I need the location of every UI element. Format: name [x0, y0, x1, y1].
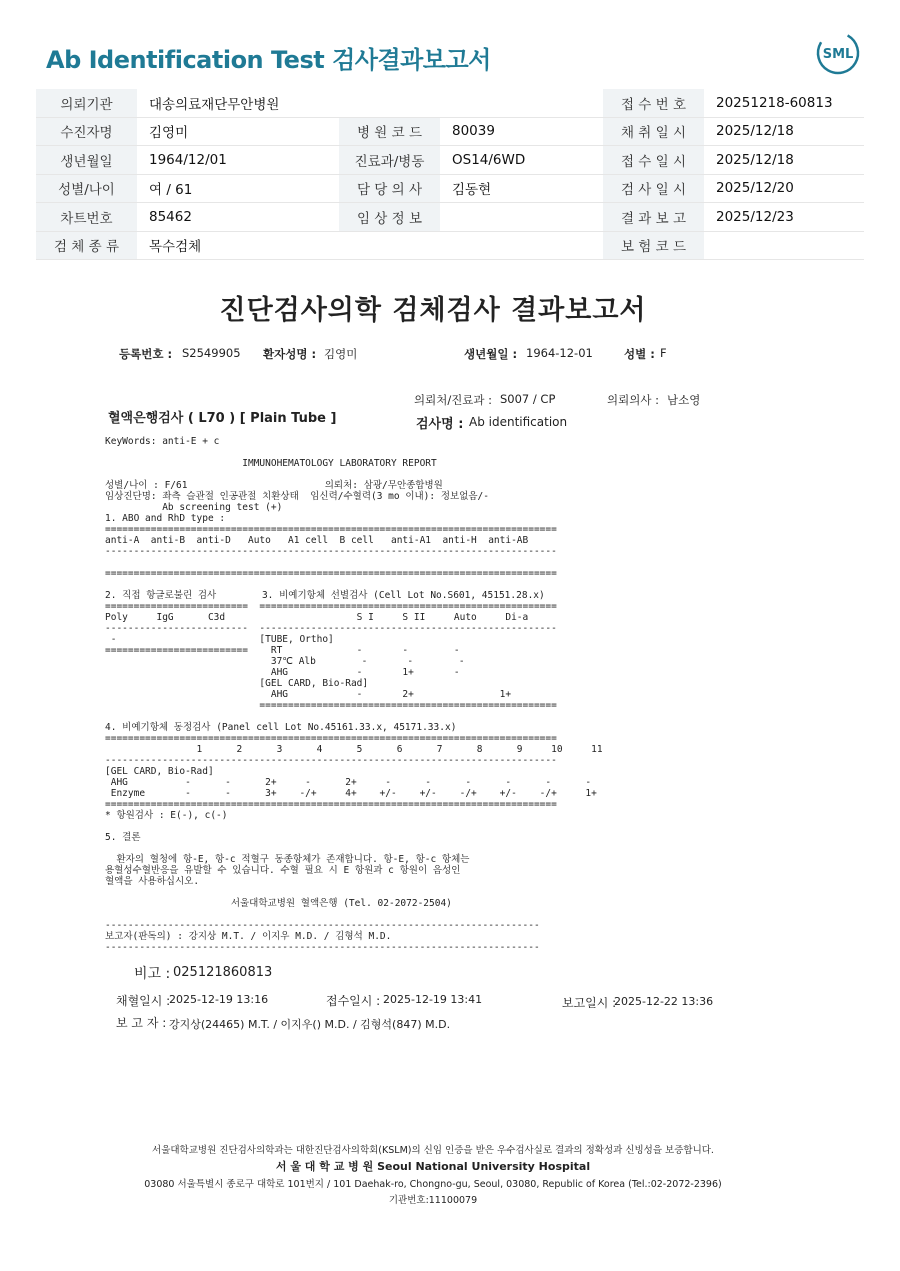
report-line — [105, 909, 603, 920]
report-line: 37℃ Alb - - - — [105, 656, 465, 667]
patient-name: 김영미 — [324, 347, 358, 361]
info-value: 여 / 61 — [137, 174, 339, 203]
report-line: =============================================================================== — [105, 568, 557, 579]
report-line: ---------------------------------------------------------------------------- — [105, 942, 540, 953]
section-title: 혈액은행검사 ( L70 ) [ Plain Tube ] — [108, 411, 337, 426]
report-line — [105, 557, 603, 568]
info-label: 의뢰기관 — [36, 89, 137, 117]
info-value — [440, 203, 603, 232]
info-value: 1964/12/01 — [137, 146, 339, 175]
report-line: 보고자(판독의) : 강지상 M.T. / 이지우 M.D. / 김형석 M.D. — [105, 931, 392, 942]
info-label: 접 수 번 호 — [603, 89, 704, 117]
info-label: 성별/나이 — [36, 174, 137, 203]
report-line: ------------------------------------------------------------------------------- — [105, 546, 557, 557]
receive-time: 2025-12-19 13:41 — [383, 993, 483, 1006]
report-line: Enzyme - - 3+ -/+ 4+ +/- +/- -/+ +/- -/+ 1+ — [105, 788, 597, 799]
dept: S007 / CP — [500, 392, 556, 406]
dept-label: 의뢰처/진료과 : — [414, 393, 493, 407]
sex: F — [660, 346, 667, 360]
patient-label: 환자성명 : — [263, 347, 317, 361]
report-line: ---------------------------------------------------------------------------- — [105, 920, 540, 931]
footer-certification: 서울대학교병원 진단검사의학과는 대한진단검사의학회(KSLM)의 신임 인증을 받은 우수검사실로 결과의 정확성과 신빙성을 보증합니다. — [152, 1145, 714, 1156]
report-line: =============================================================================== — [105, 733, 557, 744]
info-label: 수진자명 — [36, 117, 137, 146]
report-line: - [TUBE, Ortho] — [105, 634, 334, 645]
lab-report-text — [105, 436, 603, 953]
report-time-label: 보고일시 : — [562, 996, 617, 1010]
report-line: 환자의 혈청에 항-E, 항-c 적혈구 동종항체가 존재합니다. 항-E, 항-c 항체는 — [105, 854, 470, 865]
info-value: 김동현 — [440, 174, 603, 203]
doctor-label: 의뢰의사 : — [607, 393, 659, 407]
info-label: 결 과 보 고 — [603, 203, 704, 232]
info-value: 대송의료재단무안병원 — [137, 89, 339, 117]
reg-no: S2549905 — [182, 346, 241, 360]
sml-logo — [814, 30, 862, 76]
footer-address: 03080 서울특별시 종로구 대학로 101번지 / 101 Daehak-ro, Chongno-gu, Seoul, 03080, Republic of Korea (Tel.:02-2072-2396) — [144, 1179, 722, 1190]
report-line: 용혈성수혈반응을 유발할 수 있습니다. 수혈 필요 시 E 항원과 c 항원이 음성인 — [105, 865, 461, 876]
report-line: AHG - 2+ 1+ — [105, 689, 512, 700]
report-line: IMMUNOHEMATOLOGY LABORATORY REPORT — [105, 458, 437, 469]
report-line: =============================================================================== — [105, 524, 557, 535]
info-value: 80039 — [440, 117, 603, 146]
info-label — [339, 89, 440, 117]
report-line — [105, 843, 603, 854]
footer-hospital-name: 서 울 대 학 교 병 원 Seoul National University Hospital — [275, 1160, 591, 1173]
info-label: 보 험 코 드 — [603, 231, 704, 260]
reporter: 강지상(24465) M.T. / 이지우() M.D. / 김형석(847) M.D. — [169, 1018, 451, 1031]
report-line: 서울대학교병원 혈액은행 (Tel. 02-2072-2504) — [105, 898, 452, 909]
test-name: Ab identification — [469, 415, 568, 429]
collect-time: 2025-12-19 13:16 — [169, 993, 269, 1006]
report-line: ------------------------- ---------------------------------------------------- — [105, 623, 557, 634]
report-line: 4. 비예기항체 동정검사 (Panel cell Lot No.45161.33.x, 45171.33.x) — [105, 722, 457, 733]
info-value: 2025/12/18 — [704, 117, 864, 146]
info-label: 담 당 의 사 — [339, 174, 440, 203]
report-line: 5. 결론 — [105, 832, 141, 843]
report-line: anti-A anti-B anti-D Auto A1 cell B cell anti-A1 anti-H anti-AB — [105, 535, 529, 546]
report-line: 임상진단명: 좌측 슬관절 인공관절 치환상태 임신력/수혈력(3 mo 이내): 정보없음/- — [105, 491, 489, 502]
info-row — [36, 174, 864, 203]
report-line — [105, 469, 603, 480]
info-label: 검 사 일 시 — [603, 174, 704, 203]
report-line: =============================================================================== — [105, 799, 557, 810]
info-value: 20251218-60813 — [704, 89, 864, 117]
info-value — [440, 231, 603, 260]
collect-label: 채혈일시 : — [116, 994, 171, 1008]
reporter-label: 보 고 자 : — [116, 1016, 167, 1030]
info-row — [36, 117, 864, 146]
info-value: 2025/12/23 — [704, 203, 864, 232]
info-row — [36, 203, 864, 232]
dob-label: 생년월일 : — [464, 347, 518, 361]
info-label — [339, 231, 440, 260]
info-value: 2025/12/18 — [704, 146, 864, 175]
info-label: 병 원 코 드 — [339, 117, 440, 146]
report-line: AHG - 1+ - — [105, 667, 460, 678]
report-line: ========================= ==================================================== — [105, 601, 557, 612]
report-line: AHG - - 2+ - 2+ - - - - - - — [105, 777, 592, 788]
report-title: 진단검사의학 검체검사 결과보고서 — [219, 295, 647, 326]
info-value — [440, 89, 603, 117]
doctor: 남소영 — [667, 393, 701, 407]
report-line: 혈액을 사용하십시오. — [105, 876, 200, 887]
report-line — [105, 447, 603, 458]
report-line: KeyWords: anti-E + c — [105, 436, 220, 447]
info-row — [36, 146, 864, 175]
sex-label: 성별 : — [624, 347, 655, 361]
info-label: 접 수 일 시 — [603, 146, 704, 175]
report-line: ------------------------------------------------------------------------------- — [105, 755, 557, 766]
remark: 025121860813 — [173, 965, 273, 980]
page-title: Ab Identification Test 검사결과보고서 — [46, 46, 491, 74]
info-label: 생년월일 — [36, 146, 137, 175]
info-value: 85462 — [137, 203, 339, 232]
report-line — [105, 579, 603, 590]
info-value: 목수검체 — [137, 231, 339, 260]
remark-label: 비고 : — [134, 966, 171, 982]
report-line: [GEL CARD, Bio-Rad] — [105, 766, 214, 777]
info-row — [36, 89, 864, 117]
report-line — [105, 711, 603, 722]
report-line: [GEL CARD, Bio-Rad] — [105, 678, 369, 689]
report-line: 1 2 3 4 5 6 7 8 9 10 11 — [105, 744, 603, 755]
report-line: * 항원검사 : E(-), c(-) — [105, 810, 228, 821]
report-line: ==================================================== — [105, 700, 557, 711]
report-line: 1. ABO and RhD type : — [105, 513, 226, 524]
test-name-label: 검사명 : — [416, 417, 464, 432]
report-line: Poly IgG C3d S I S II Auto Di-a — [105, 612, 529, 623]
info-value: 2025/12/20 — [704, 174, 864, 203]
report-line: ========================= RT - - - — [105, 645, 460, 656]
report-time: 2025-12-22 13:36 — [614, 995, 714, 1008]
info-label: 검 체 종 류 — [36, 231, 137, 260]
patient-info-table — [36, 89, 864, 260]
info-label: 차트번호 — [36, 203, 137, 232]
info-row — [36, 231, 864, 260]
info-value — [704, 231, 864, 260]
report-line: 성별/나이 : F/61 의뢰처: 삼광/무안종합병원 — [105, 480, 443, 491]
info-value: 김영미 — [137, 117, 339, 146]
info-label: 임 상 정 보 — [339, 203, 440, 232]
footer-institution-no: 기관번호:11100079 — [388, 1195, 478, 1206]
info-label: 진료과/병동 — [339, 146, 440, 175]
report-line — [105, 887, 603, 898]
info-label: 채 취 일 시 — [603, 117, 704, 146]
receive-label: 접수일시 : — [326, 994, 381, 1008]
info-value: OS14/6WD — [440, 146, 603, 175]
reg-no-label: 등록번호 : — [119, 347, 173, 361]
report-line: 2. 직접 항글로불린 검사 3. 비예기항체 선별검사 (Cell Lot No.S601, 45151.28.x) — [105, 590, 545, 601]
report-line: Ab screening test (+) — [105, 502, 283, 513]
logo-text: SML — [822, 47, 854, 62]
report-line — [105, 821, 603, 832]
dob: 1964-12-01 — [526, 346, 593, 360]
